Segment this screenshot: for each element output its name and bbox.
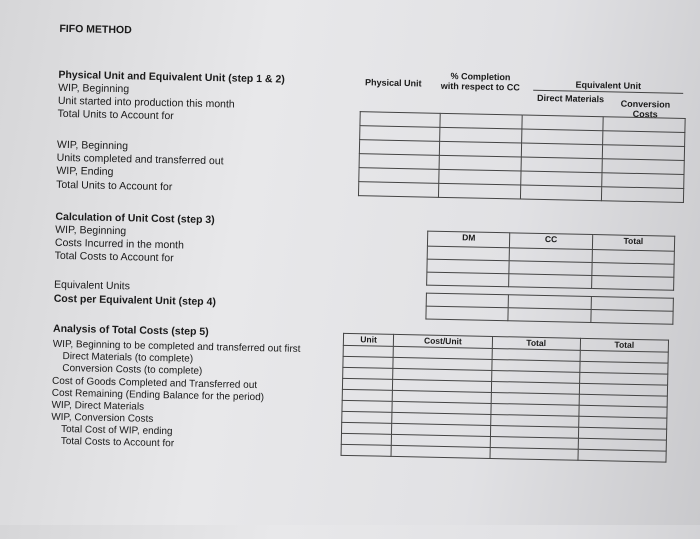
s4-line: Cost of Goods Completed and Transferred out: [51, 375, 258, 392]
s1-line: WIP, Ending: [56, 164, 114, 178]
col-total: Total: [592, 235, 675, 252]
cell[interactable]: [490, 447, 578, 460]
header-conversion-costs: Conversion Costs: [620, 98, 671, 120]
header-physical-unit: Physical Unit: [364, 77, 422, 89]
s2-line: WIP, Beginning: [55, 223, 127, 238]
cell[interactable]: [578, 449, 666, 462]
units-table: [358, 111, 686, 203]
cell[interactable]: [391, 445, 490, 458]
s2-line: Total Costs to Account for: [54, 249, 174, 265]
col-cc: CC: [510, 233, 593, 250]
cell[interactable]: [427, 272, 510, 287]
col-unit: Unit: [343, 333, 393, 346]
worksheet: [9, 0, 700, 539]
page-title: FIFO METHOD: [59, 22, 132, 37]
cell[interactable]: [520, 185, 602, 201]
s4-line: Total Costs to Account for: [60, 435, 175, 450]
header-equivalent-unit: Equivalent Unit: [575, 79, 642, 92]
header-pct-completion: % Completion with respect to CC: [440, 71, 520, 93]
cell[interactable]: [602, 187, 684, 203]
s4-line: WIP, Direct Materials: [51, 399, 145, 413]
s1-line: Units completed and transferred out: [56, 151, 224, 168]
cell[interactable]: [508, 308, 591, 323]
cell[interactable]: [591, 276, 674, 291]
s1-line: Total Units to Account for: [56, 178, 173, 194]
s1-line: Total Units to Account for: [57, 107, 174, 123]
col-dm: DM: [427, 231, 510, 248]
s4-line: Conversion Costs (to complete): [62, 362, 203, 377]
col-total: Total: [580, 338, 668, 352]
cell[interactable]: [358, 182, 438, 198]
cell[interactable]: [438, 183, 520, 199]
section1-heading: Physical Unit and Equivalent Unit (step 1 & 2): [58, 68, 285, 86]
cell[interactable]: [591, 310, 674, 325]
cell[interactable]: [341, 444, 391, 456]
cell[interactable]: [509, 274, 592, 289]
section3-heading: Cost per Equivalent Unit (step 4): [53, 292, 217, 309]
s4-line: Direct Materials (to complete): [62, 350, 194, 365]
col-total: Total: [492, 336, 580, 350]
s4-line: Cost Remaining (Ending Balance for the period): [51, 387, 265, 404]
cost-per-eu-table: [425, 293, 674, 325]
s2-line: Costs Incurred in the month: [54, 236, 185, 252]
section2-heading: Calculation of Unit Cost (step 3): [55, 210, 215, 227]
unit-cost-table: [426, 231, 675, 291]
s1-line: WIP, Beginning: [56, 138, 129, 153]
cell[interactable]: [426, 306, 509, 321]
s4-line: Total Cost of WIP, ending: [60, 423, 173, 438]
analysis-table: [341, 333, 670, 463]
header-direct-materials: Direct Materials: [536, 92, 605, 105]
s1-line: WIP, Beginning: [58, 81, 130, 96]
s4-line: WIP, Conversion Costs: [51, 411, 154, 425]
s1-line: Unit started into production this month: [57, 94, 235, 111]
section4-heading: Analysis of Total Costs (step 5): [52, 322, 209, 339]
s3-line: Equivalent Units: [53, 278, 131, 293]
s4-line: WIP, Beginning to be completed and transferred out first: [52, 338, 301, 355]
col-cost-unit: Cost/Unit: [394, 334, 493, 348]
